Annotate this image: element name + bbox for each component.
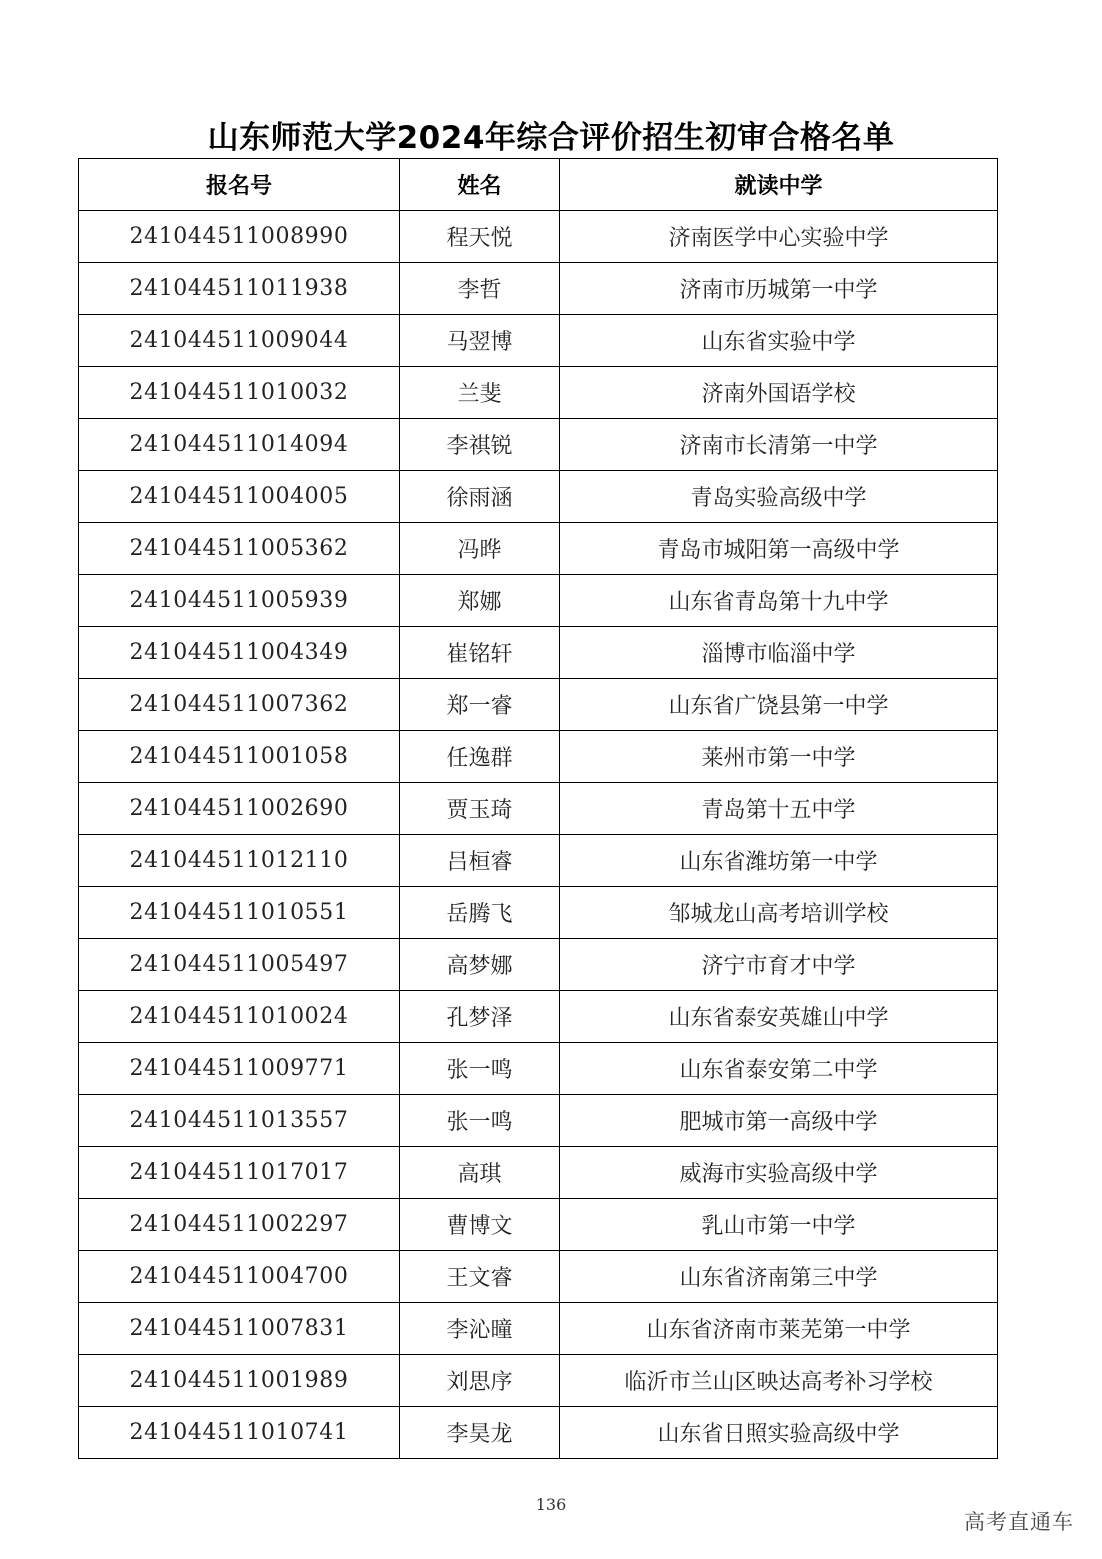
registration-number-cell: 241044511007362 [79,679,400,731]
table-row [79,1199,998,1251]
student-name-cell: 郑娜 [400,575,560,627]
student-name-cell: 李沁曈 [400,1303,560,1355]
student-name-cell: 吕桓睿 [400,835,560,887]
registration-number-cell: 241044511014094 [79,419,400,471]
student-name-cell: 李祺锐 [400,419,560,471]
student-name-cell: 孔梦泽 [400,991,560,1043]
student-name-cell: 兰斐 [400,367,560,419]
registration-number-cell: 241044511002297 [79,1199,400,1251]
registration-number-cell: 241044511010032 [79,367,400,419]
registration-number-cell: 241044511017017 [79,1147,400,1199]
school-name-cell: 山东省济南市莱芜第一中学 [560,1303,998,1355]
student-name-cell: 马翌博 [400,315,560,367]
table-row [79,679,998,731]
school-name-cell: 临沂市兰山区映达高考补习学校 [560,1355,998,1407]
registration-number-cell: 241044511002690 [79,783,400,835]
school-name-cell: 山东省广饶县第一中学 [560,679,998,731]
table-row [79,887,998,939]
student-name-cell: 岳腾飞 [400,887,560,939]
registration-number-cell: 241044511010551 [79,887,400,939]
table-row [79,367,998,419]
table-row [79,575,998,627]
table-row [79,939,998,991]
school-name-cell: 青岛实验高级中学 [560,471,998,523]
table-row [79,471,998,523]
school-name-cell: 威海市实验高级中学 [560,1147,998,1199]
registration-number-cell: 241044511001989 [79,1355,400,1407]
registration-number-cell: 241044511005362 [79,523,400,575]
student-name-cell: 贾玉琦 [400,783,560,835]
school-name-cell: 青岛第十五中学 [560,783,998,835]
student-name-cell: 张一鸣 [400,1043,560,1095]
student-name-cell: 高琪 [400,1147,560,1199]
registration-number-cell: 241044511011938 [79,263,400,315]
school-name-cell: 济南市长清第一中学 [560,419,998,471]
school-name-cell: 山东省实验中学 [560,315,998,367]
table-row [79,1407,998,1459]
student-name-cell: 崔铭轩 [400,627,560,679]
registration-number-cell: 241044511009044 [79,315,400,367]
table-header-row [79,159,998,211]
registration-number-cell: 241044511001058 [79,731,400,783]
school-name-cell: 山东省泰安第二中学 [560,1043,998,1095]
student-name-cell: 程天悦 [400,211,560,263]
page-number: 136 [535,1495,567,1514]
table-row [79,1355,998,1407]
registration-number-cell: 241044511012110 [79,835,400,887]
school-name-cell: 淄博市临淄中学 [560,627,998,679]
school-name-cell: 乳山市第一中学 [560,1199,998,1251]
school-name-cell: 青岛市城阳第一高级中学 [560,523,998,575]
registration-number-cell: 241044511007831 [79,1303,400,1355]
registration-number-cell: 241044511004700 [79,1251,400,1303]
registration-number-cell: 241044511009771 [79,1043,400,1095]
student-name-cell: 王文睿 [400,1251,560,1303]
school-name-cell: 济南医学中心实验中学 [560,211,998,263]
table-row [79,731,998,783]
admission-list-table [78,158,998,1459]
school-name-cell: 山东省潍坊第一中学 [560,835,998,887]
table-row [79,1251,998,1303]
school-name-cell: 山东省济南第三中学 [560,1251,998,1303]
registration-number-cell: 241044511005939 [79,575,400,627]
school-name-cell: 济南市历城第一中学 [560,263,998,315]
table-row [79,315,998,367]
registration-number-cell: 241044511004349 [79,627,400,679]
school-name-cell: 肥城市第一高级中学 [560,1095,998,1147]
school-name-cell: 济南外国语学校 [560,367,998,419]
table-row [79,991,998,1043]
registration-number-cell: 241044511004005 [79,471,400,523]
table-row [79,419,998,471]
student-name-cell: 张一鸣 [400,1095,560,1147]
student-name-cell: 刘思序 [400,1355,560,1407]
table-row [79,523,998,575]
student-name-cell: 李哲 [400,263,560,315]
registration-number-cell: 241044511005497 [79,939,400,991]
registration-number-cell: 241044511008990 [79,211,400,263]
table-row [79,211,998,263]
student-name-cell: 徐雨涵 [400,471,560,523]
school-name-cell: 山东省泰安英雄山中学 [560,991,998,1043]
table-row [79,1147,998,1199]
header-name: 姓名 [400,159,560,211]
table-row [79,263,998,315]
school-name-cell: 济宁市育才中学 [560,939,998,991]
registration-number-cell: 241044511010741 [79,1407,400,1459]
table-row [79,1303,998,1355]
school-name-cell: 山东省日照实验高级中学 [560,1407,998,1459]
student-name-cell: 郑一睿 [400,679,560,731]
table-row [79,1043,998,1095]
student-name-cell: 冯晔 [400,523,560,575]
student-name-cell: 曹博文 [400,1199,560,1251]
header-school: 就读中学 [560,159,998,211]
school-name-cell: 邹城龙山高考培训学校 [560,887,998,939]
table-row [79,1095,998,1147]
header-registration-number: 报名号 [79,159,400,211]
registration-number-cell: 241044511013557 [79,1095,400,1147]
page-title: 山东师范大学2024年综合评价招生初审合格名单 [207,120,895,156]
table-row [79,835,998,887]
student-name-cell: 任逸群 [400,731,560,783]
watermark-text: 高考直通车 [964,1510,1074,1534]
school-name-cell: 山东省青岛第十九中学 [560,575,998,627]
student-name-cell: 高梦娜 [400,939,560,991]
registration-number-cell: 241044511010024 [79,991,400,1043]
table-row [79,783,998,835]
table-row [79,627,998,679]
student-name-cell: 李昊龙 [400,1407,560,1459]
school-name-cell: 莱州市第一中学 [560,731,998,783]
